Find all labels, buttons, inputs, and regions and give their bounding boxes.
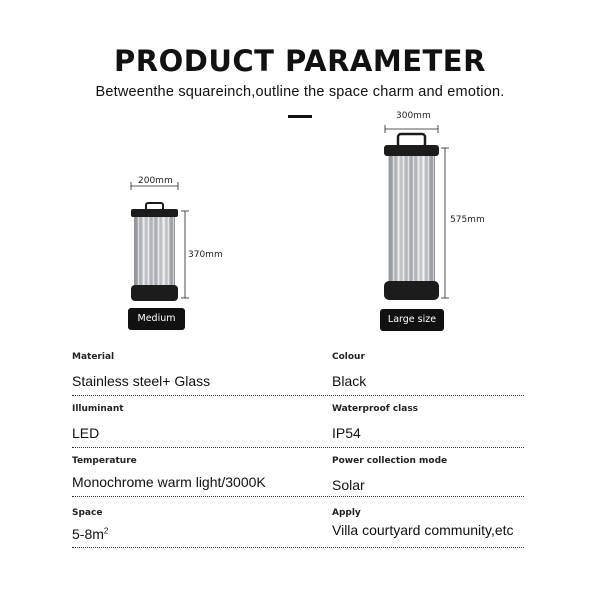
space-value-text: 5-8m xyxy=(72,526,104,542)
row-divider xyxy=(72,395,524,396)
space-value xyxy=(72,526,108,542)
medium-height-label: 370mm xyxy=(188,250,223,260)
power-label: Power collection mode xyxy=(332,456,448,466)
page-title: PRODUCT PARAMETER xyxy=(114,44,486,78)
power-value: Solar xyxy=(332,477,365,493)
illuminant-label: Illuminant xyxy=(72,404,124,414)
space-label: Space xyxy=(72,508,103,518)
medium-width-label: 200mm xyxy=(138,176,173,186)
page-subtitle: Betweenthe squareinch,outline the space charm and emotion. xyxy=(95,84,505,100)
row-divider xyxy=(72,496,524,497)
colour-label: Colour xyxy=(332,352,365,362)
large-height-label: 575mm xyxy=(450,215,485,225)
row-divider xyxy=(72,547,524,548)
apply-label: Apply xyxy=(332,508,361,518)
space-value-superscript: 2 xyxy=(103,526,109,536)
material-value: Stainless steel+ Glass xyxy=(72,373,211,389)
waterproof-value: IP54 xyxy=(332,425,361,441)
medium-lamp-illustration xyxy=(131,182,189,301)
large-size-badge: Large size xyxy=(380,309,444,331)
material-label: Material xyxy=(72,352,115,362)
illuminant-value: LED xyxy=(72,425,100,441)
waterproof-label: Waterproof class xyxy=(332,404,419,414)
temperature-value: Monochrome warm light/3000K xyxy=(72,474,266,490)
apply-value: Villa courtyard community,etc xyxy=(332,522,514,538)
large-width-label: 300mm xyxy=(396,111,431,121)
row-divider xyxy=(72,447,524,448)
colour-value: Black xyxy=(332,373,367,389)
large-lamp-illustration xyxy=(384,125,449,300)
medium-size-badge: Medium xyxy=(128,308,185,330)
temperature-label: Temperature xyxy=(72,456,137,466)
